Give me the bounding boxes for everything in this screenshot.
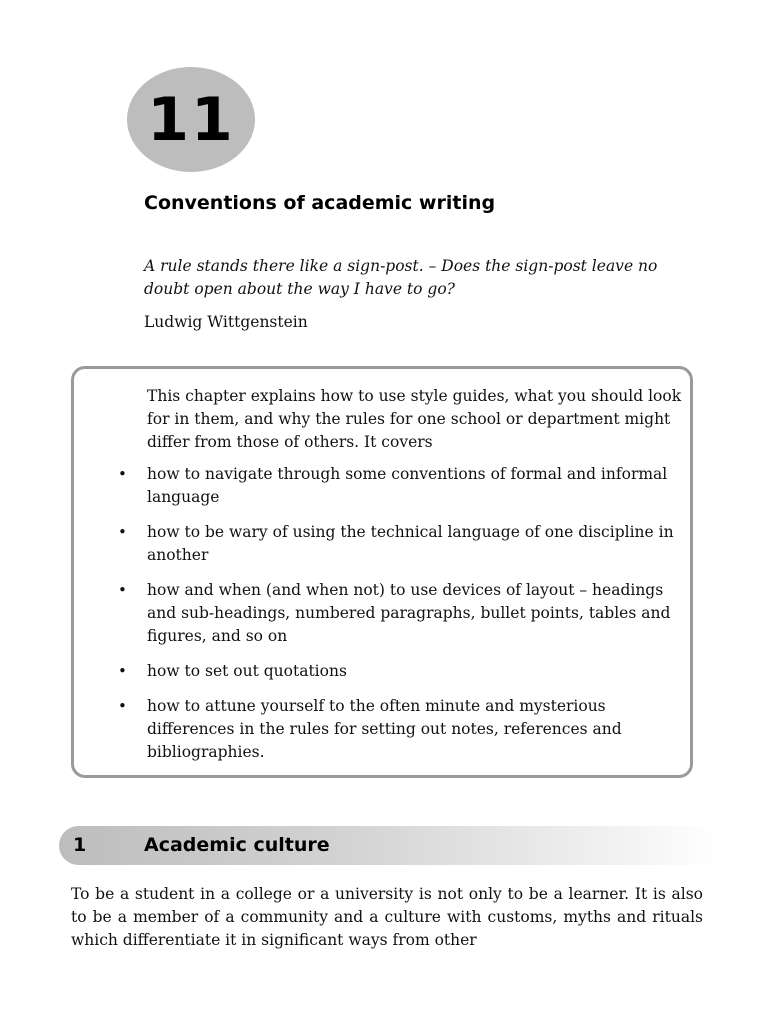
- list-item: [74, 579, 687, 648]
- chapter-title: Conventions of academic writing: [144, 192, 496, 214]
- summary-bullet-list: [74, 463, 690, 776]
- bullet-icon: •: [118, 465, 127, 483]
- list-item-text: how to set out quotations: [147, 662, 347, 680]
- list-item-text: how to navigate through some conventions of formal and informal language: [147, 465, 668, 506]
- section-body-paragraph: To be a student in a college or a university is not only to be a learner. It is also to be a member of a community and a culture with customs, myths and rituals which differentiate it in significant ways from other: [71, 885, 703, 949]
- list-item: [74, 660, 687, 683]
- list-item-text: how to attune yourself to the often minute and mysterious differences in the rules for setting out notes, references and bibliographies.: [147, 697, 622, 761]
- list-item-text: how and when (and when not) to use devices of layout – headings and sub-headings, numbered paragraphs, bullet points, tables and figures, and so on: [147, 581, 671, 645]
- chapter-number: 11: [147, 84, 235, 155]
- bullet-icon: •: [118, 662, 127, 680]
- list-item: [74, 521, 687, 567]
- list-item-text: how to be wary of using the technical language of one discipline in another: [147, 523, 674, 564]
- bullet-icon: •: [118, 697, 127, 715]
- list-item: [74, 463, 687, 509]
- chapter-summary-box: [71, 366, 693, 778]
- bullet-icon: •: [118, 523, 127, 541]
- section-number: 1: [73, 834, 87, 856]
- epigraph-quote: A rule stands there like a sign-post. – Does the sign-post leave no doubt open about the way I have to go?: [144, 257, 658, 298]
- summary-intro: This chapter explains how to use style guides, what you should look for in them, and why the rules for one school or department might differ from those of others. It covers: [147, 387, 682, 451]
- list-item: [74, 695, 687, 764]
- section-heading-bar: [59, 826, 719, 865]
- chapter-number-badge: [127, 67, 255, 172]
- epigraph-author: Ludwig Wittgenstein: [144, 313, 308, 331]
- section-title: Academic culture: [144, 834, 330, 856]
- bullet-icon: •: [118, 581, 127, 599]
